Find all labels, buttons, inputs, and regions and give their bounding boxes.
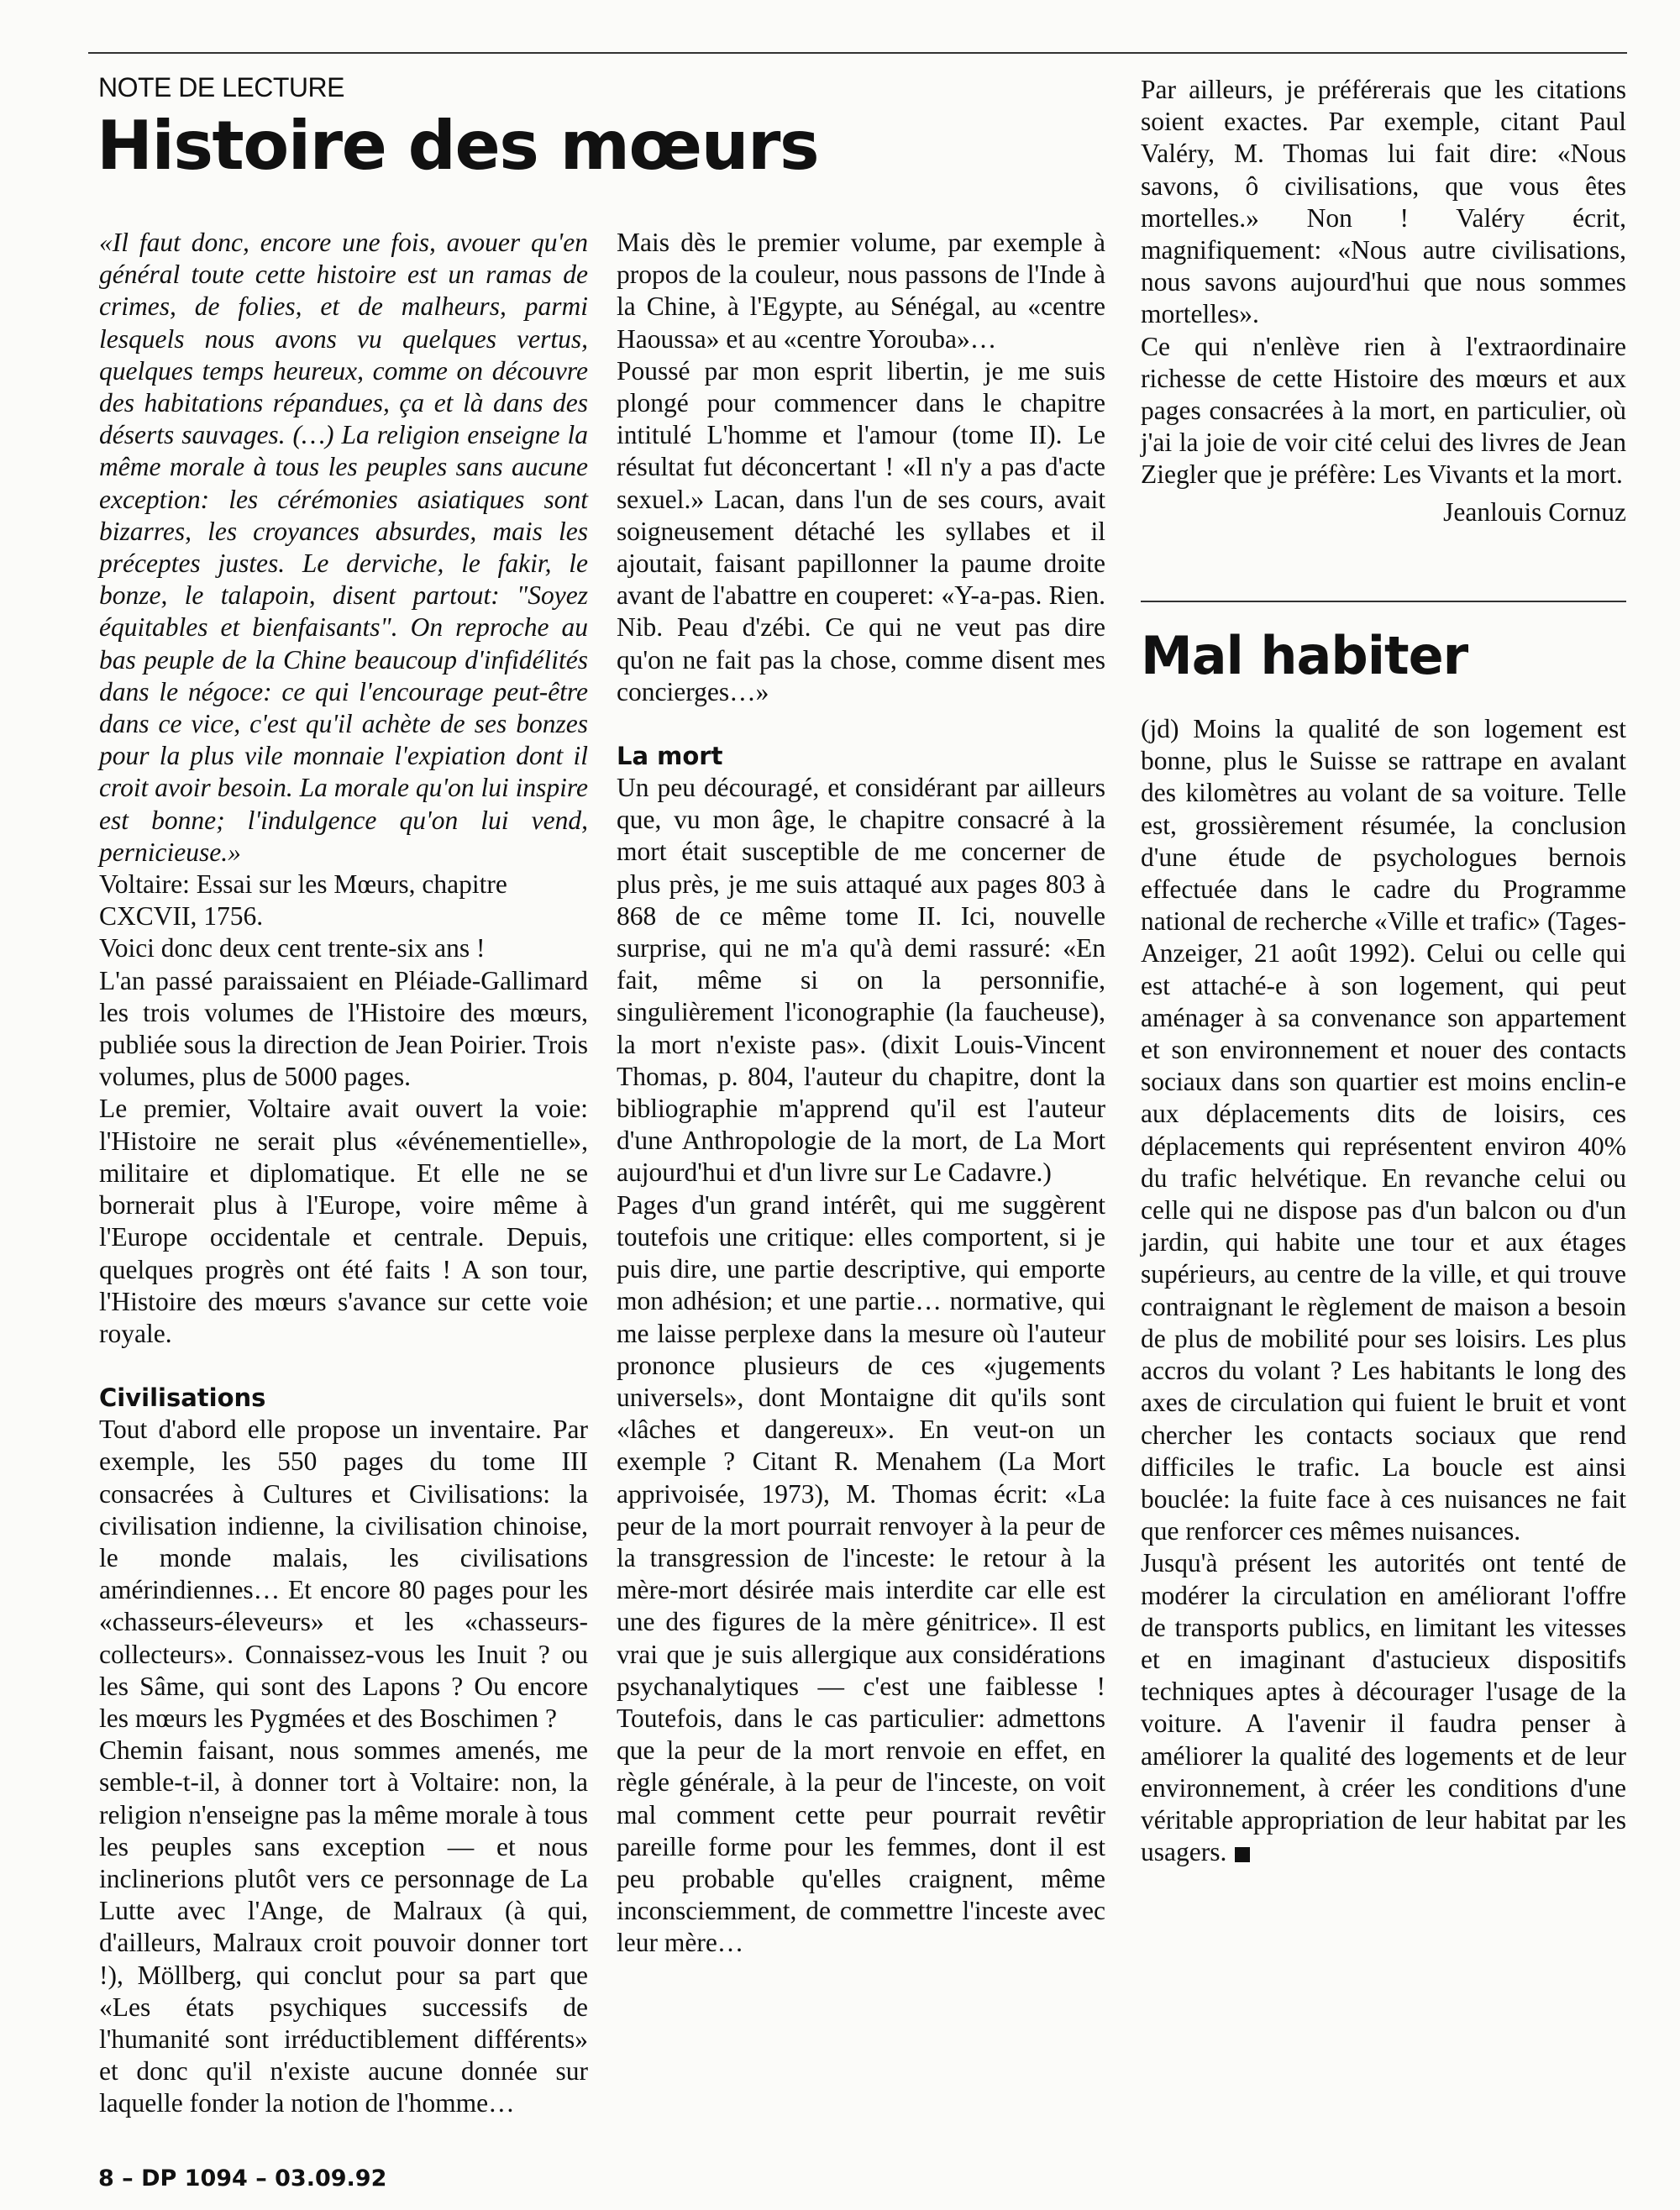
paragraph [1141,1547,1626,1868]
column-1 [99,227,588,2118]
paragraph: Le premier, Voltaire avait ouvert la voie: l'Histoire ne serait plus «événementielle», militaire et diplomatique. Et elle ne se bornerait plus à l'Europe, voire même à l'Europe occidentale et centrale. Depuis, quelques progrès ont été faits ! A son tour, l'Histoire des mœurs s'avance sur cette voie royale. [99,1094,588,1348]
column-2 [617,227,1105,2150]
article-separator [1141,601,1626,602]
author-signature: Jeanlouis Cornuz [1443,496,1626,527]
section-kicker: NOTE DE LECTURE [98,72,344,102]
paragraph: Chemin faisant, nous sommes amenés, me semble-t-il, à donner tort à Voltaire: non, la religion n'enseigne pas la même morale à tous les peuples sans exception — et nous inclinerions plutôt vers ce personnage de La Lutte avec l'Ange, de Malraux (à qui, d'ailleurs, Malraux croit pouvoir donner tort !), Möllberg, qui conclut pour sa part que «Les états psychiques successifs de l'humanité sont irréductiblement différents» et donc qu'il n'existe aucune donnée sur laquelle fonder la notion de l'homme… [99,1735,588,2118]
paragraph: Par ailleurs, je préférerais que les citations soient exactes. Par exemple, citant Paul Valéry, M. Thomas lui fait dire: «Nous savons, ô civilisations, que vous êtes mortelles.» Non ! Valéry écrit, magnifiquement: «Nous autre civilisations, nous savons aujourd'hui que nous sommes mortelles». [1141,75,1626,329]
paragraph: Tout d'abord elle propose un inventaire. Par exemple, les 550 pages du tome III consacrées à Cultures et Civilisations: la civilisation indienne, la civilisation chinoise, le monde malais, les civilisations amérindiennes… Et encore 80 pages pour les «chasseurs-éleveurs» et les «chasseurs-collecteurs». Connaissez-vous les Inuit ? ou les Sâme, qui sont des Lapons ? Ou encore les mœurs les Pygmées et des Boschimen ? [99,1415,588,1733]
section-heading-civilisations: Civilisations [99,1383,266,1413]
article-title: Histoire des mœurs [97,107,819,185]
paragraph: Un peu découragé, et considérant par ailleurs que, vu mon âge, le chapitre consacré à la mort était susceptible de me concerner de plus près, je me suis attaqué aux pages 803 à 868 de ce même tome II. Ici, nouvelle surprise, qui ne m'a qu'à demi rassuré: «En fait, même si on la personnifie, singulièrement l'iconographie (la faucheuse), la mort n'existe pas». (dixit Louis-Vincent Thomas, p. 804, l'auteur du chapitre, dont la bibliographie m'apprend qu'il est l'auteur d'une Anthropologie de la mort, de La Mort aujourd'hui et d'un livre sur Le Cadavre.) [617,773,1105,1188]
paragraph: Poussé par mon esprit libertin, je me suis plongé pour commencer dans le chapitre intitulé L'homme et l'amour (tome II). Le résultat fut déconcertant ! «Il n'y a pas d'acte sexuel.» Lacan, dans l'un de ses cours, avait soigneusement détaché les syllabes et il ajoutait, faisant papillonner la paume droite avant de l'abattre en couperet: «Y-a-pas. Rien. Nib. Peau d'zébi. Ce qui ne veut pas dire qu'on ne fait pas la chose, comme disent mes concierges…» [617,355,1105,706]
paragraph-text: Jusqu'à présent les autorités ont tenté de modérer la circulation en améliorant l'offre de transports publics, en limitant les vitesses et en imaginant d'astucieux dispositifs techniques aptes à décourager l'usage de la voiture. A l'avenir il faudra penser à améliorer la qualité des logements et de leur environnement, à créer les conditions d'une véritable appropriation de leur habitat par les usagers. [1141,1548,1626,1867]
epigraph: «Il faut donc, encore une fois, avouer qu'en général toute cette histoire est un ramas de crimes, de folies, et de malheurs, parmi lesquels nous avons vu quelques vertus, quelques temps heureux, comme on découvre des habitations répandues, ça et là dans des déserts sauvages. (…) La religion enseigne la même morale à tous les peuples sans aucune exception: les cérémonies asiatiques sont bizarres, les croyances absurdes, mais les préceptes justes. Le derviche, le fakir, le bonze, le talapoin, disent partout: "Soyez équitables et bienfaisants". On reproche au bas peuple de la Chine beaucoup d'infidélités dans le négoce: ce qui l'encourage peut-être dans ce vice, c'est qu'il achète de ses bonzes pour la plus vile monnaie l'expiation dont il croit avoir besoin. La morale qu'on lui inspire est bonne; l'indulgence qu'on lui vend, pernicieuse.» [99,228,588,867]
paragraph: Voici donc deux cent trente-six ans ! [99,933,486,963]
column-3 [1141,74,1626,2132]
paragraph: Pages d'un grand intérêt, qui me suggèrent toutefois une critique: elles comportent, si je puis dire, une partie descriptive, qui emporte mon adhésion; et une partie… normative, qui me laisse perplexe dans la mesure où l'auteur prononce plusieurs de ces «jugements universels», dont Montaigne dit qu'ils sont «lâches et dangereux». En veut-on un exemple ? Citant R. Menahem (La Mort apprivoisée, 1973), M. Thomas écrit: «La peur de la mort pourrait renvoyer à la peur de la transgression de l'inceste: le retour à la mère-mort désirée mais interdite car elle est une des figures de la mère génitrice». Il est vrai que je suis allergique aux considérations psychanalytiques — c'est une faiblesse ! Toutefois, dans le cas particulier: admettons que la peur de la mort renvoie en effet, en règle générale, à la peur de l'inceste, on voit mal comment cette peur pourrait revêtir pareille forme pour les femmes, dont il est peu probable qu'elles craignent, même inconsciemment, de commettre l'inceste avec leur mère… [617,1189,1105,1958]
paragraph: Ce qui n'enlève rien à l'extraordinaire richesse de cette Histoire des mœurs et aux pages consacrées à la mort, en particulier, où j'ai la joie de voir cité celui des livres de Jean Ziegler que je préfère: Les Vivants et la mort. [1141,331,1626,490]
page-footer: 8 – DP 1094 – 03.09.92 [98,2165,387,2192]
paragraph: L'an passé paraissaient en Pléiade-Gallimard les trois volumes de l'Histoire des mœurs, publiée sous la direction de Jean Poirier. Trois volumes, plus de 5000 pages. [99,965,588,1092]
top-rule [88,52,1627,54]
paragraph: (jd) Moins la qualité de son logement est bonne, plus le Suisse se rattrape en avalant des kilomètres au volant de sa voiture. Telle est, grossièrement résumée, la conclusion d'une étude de psychologues bernois effectuée dans le cadre du Programme national de recherche «Ville et trafic» (Tages-Anzeiger, 21 août 1992). Celui ou celle qui est attaché-e à son logement, qui peut aménager à sa convenance son appartement et son environnement et nouer des contacts sociaux dans son quartier est moins enclin-e aux déplacements dits de loisirs, ces déplacements qui représentent environ 40% du trafic helvétique. En revanche celui ou celle qui ne dispose pas d'un balcon ou d'un jardin, qui habite une tour et aux étages supérieurs, au centre de la ville, et qui trouve contraignant le règlement de maison a besoin de plus de mobilité pour ses loisirs. Les plus accros du volant ? Les habitants le long des axes de circulation qui fuient le bruit et vont chercher les contacts sociaux que rend difficiles le trafic. La boucle est ainsi bouclée: la fuite face à ces nuisances ne fait que renforcer ces mêmes nuisances. [1141,714,1626,1546]
article2-title: Mal habiter [1141,624,1468,686]
end-mark-icon [1235,1847,1250,1862]
epigraph-source: Voltaire: Essai sur les Mœurs, chapitre CXCVII, 1756. [99,869,507,932]
section-heading-la-mort: La mort [617,742,723,771]
paragraph: Mais dès le premier volume, par exemple à propos de la couleur, nous passons de l'Inde à la Chine, à l'Egypte, au Sénégal, au «centre Haoussa» et au «centre Yorouba»… [617,228,1105,354]
